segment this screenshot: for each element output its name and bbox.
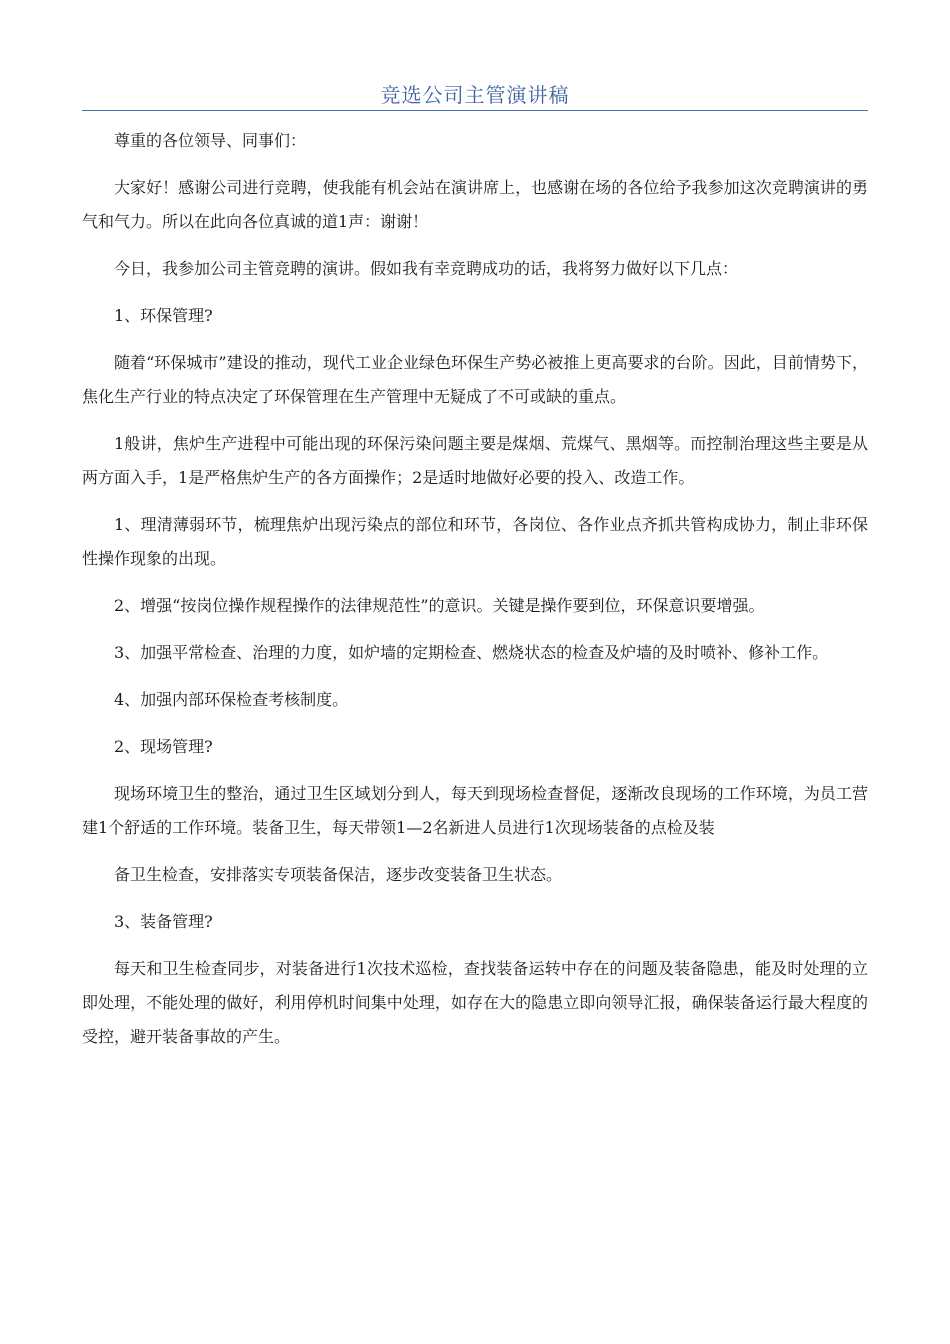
list-item: 3、加强平常检查、治理的力度，如炉墙的定期检查、燃烧状态的检查及炉墙的及时喷补、修补工作。 bbox=[114, 643, 829, 662]
title-underline bbox=[82, 110, 868, 111]
list-item: 2、增强“按岗位操作规程操作的法律规范性”的意识。关键是操作要到位，环保意识要增强。 bbox=[114, 596, 765, 615]
greeting-paragraph: 尊重的各位领导、同事们： bbox=[114, 131, 307, 150]
list-item: 4、加强内部环保检查考核制度。 bbox=[114, 690, 349, 709]
body-paragraph: 每天和卫生检查同步，对装备进行1次技术巡检，查找装备运转中存在的问题及装备隐患，能及时处理的立即处理，不能处理的做好，利用停机时间集中处理，如存在大的隐患立即向领导汇报，确保装备运行最大程度的受控，避开装备事故的产生。 bbox=[82, 959, 868, 1046]
body-paragraph: 随着“环保城市”建设的推动，现代工业企业绿色环保生产势必被推上更高要求的台阶。因此，目前情势下，焦化生产行业的特点决定了环保管理在生产管理中无疑成了不可或缺的重点。 bbox=[82, 353, 868, 406]
body-paragraph: 1般讲，焦炉生产进程中可能出现的环保污染问题主要是煤烟、荒煤气、黑烟等。而控制治理这些主要是从两方面入手，1是严格焦炉生产的各方面操作；2是适时地做好必要的投入、改造工作。 bbox=[82, 434, 868, 487]
list-item: 1、理清薄弱环节，梳理焦炉出现污染点的部位和环节，各岗位、各作业点齐抓共管构成协力，制止非环保性操作现象的出现。 bbox=[82, 515, 868, 568]
document-body bbox=[82, 124, 868, 1067]
body-paragraph: 备卫生检查，安排落实专项装备保洁，逐步改变装备卫生状态。 bbox=[114, 865, 563, 884]
section-heading-environmental: 1、环保管理? bbox=[114, 306, 213, 325]
section-heading-equipment: 3、装备管理? bbox=[114, 912, 213, 931]
intro-paragraph: 今日，我参加公司主管竞聘的演讲。假如我有幸竞聘成功的话，我将努力做好以下几点： bbox=[114, 259, 739, 278]
section-heading-site: 2、现场管理? bbox=[114, 737, 213, 756]
opening-paragraph: 大家好！感谢公司进行竞聘，使我能有机会站在演讲席上，也感谢在场的各位给予我参加这次竞聘演讲的勇气和气力。所以在此向各位真诚的道1声：谢谢！ bbox=[82, 178, 868, 231]
document-title: 竞选公司主管演讲稿 bbox=[380, 83, 570, 107]
body-paragraph: 现场环境卫生的整治，通过卫生区域划分到人，每天到现场检查督促，逐渐改良现场的工作环境，为员工营建1个舒适的工作环境。装备卫生，每天带领1—2名新进人员进行1次现场装备的点检及装 bbox=[82, 784, 868, 837]
